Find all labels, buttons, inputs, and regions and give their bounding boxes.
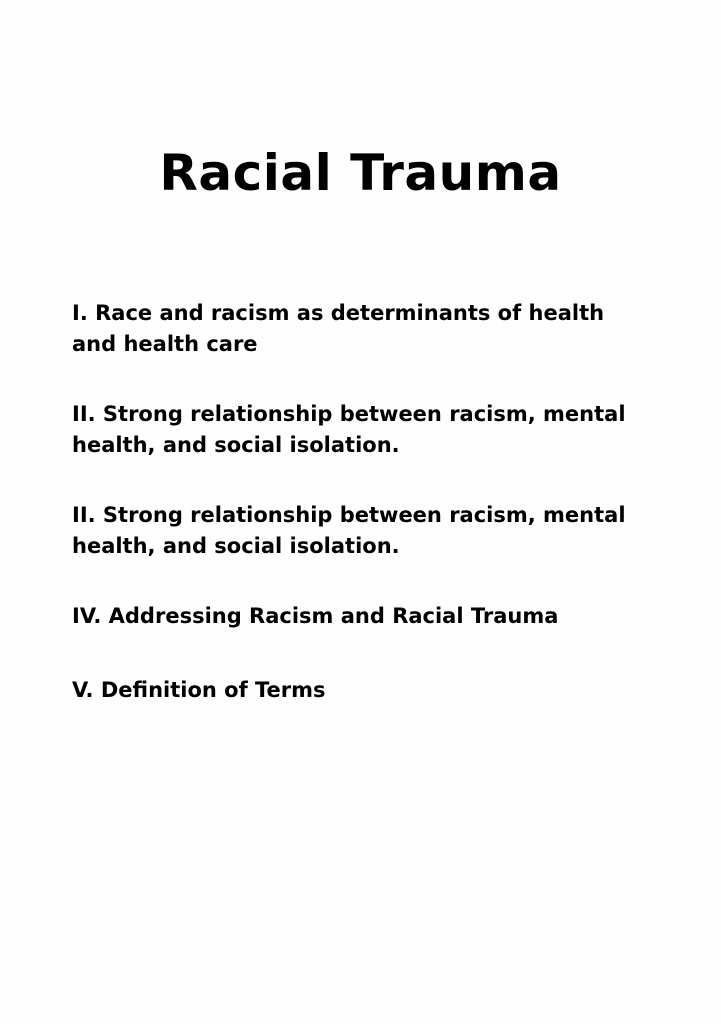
page-title: Racial Trauma	[159, 144, 562, 202]
toc-item-5: V. Definition of Terms	[72, 678, 326, 702]
toc-item-1: I. Race and racism as determinants of health and health care	[72, 301, 605, 356]
toc-item-3: II. Strong relationship between racism, mental health, and social isolation.	[72, 503, 626, 558]
toc-item-2: II. Strong relationship between racism, mental health, and social isolation.	[72, 402, 626, 457]
toc-item-4: IV. Addressing Racism and Racial Trauma	[72, 604, 559, 628]
table-of-contents	[72, 298, 652, 706]
